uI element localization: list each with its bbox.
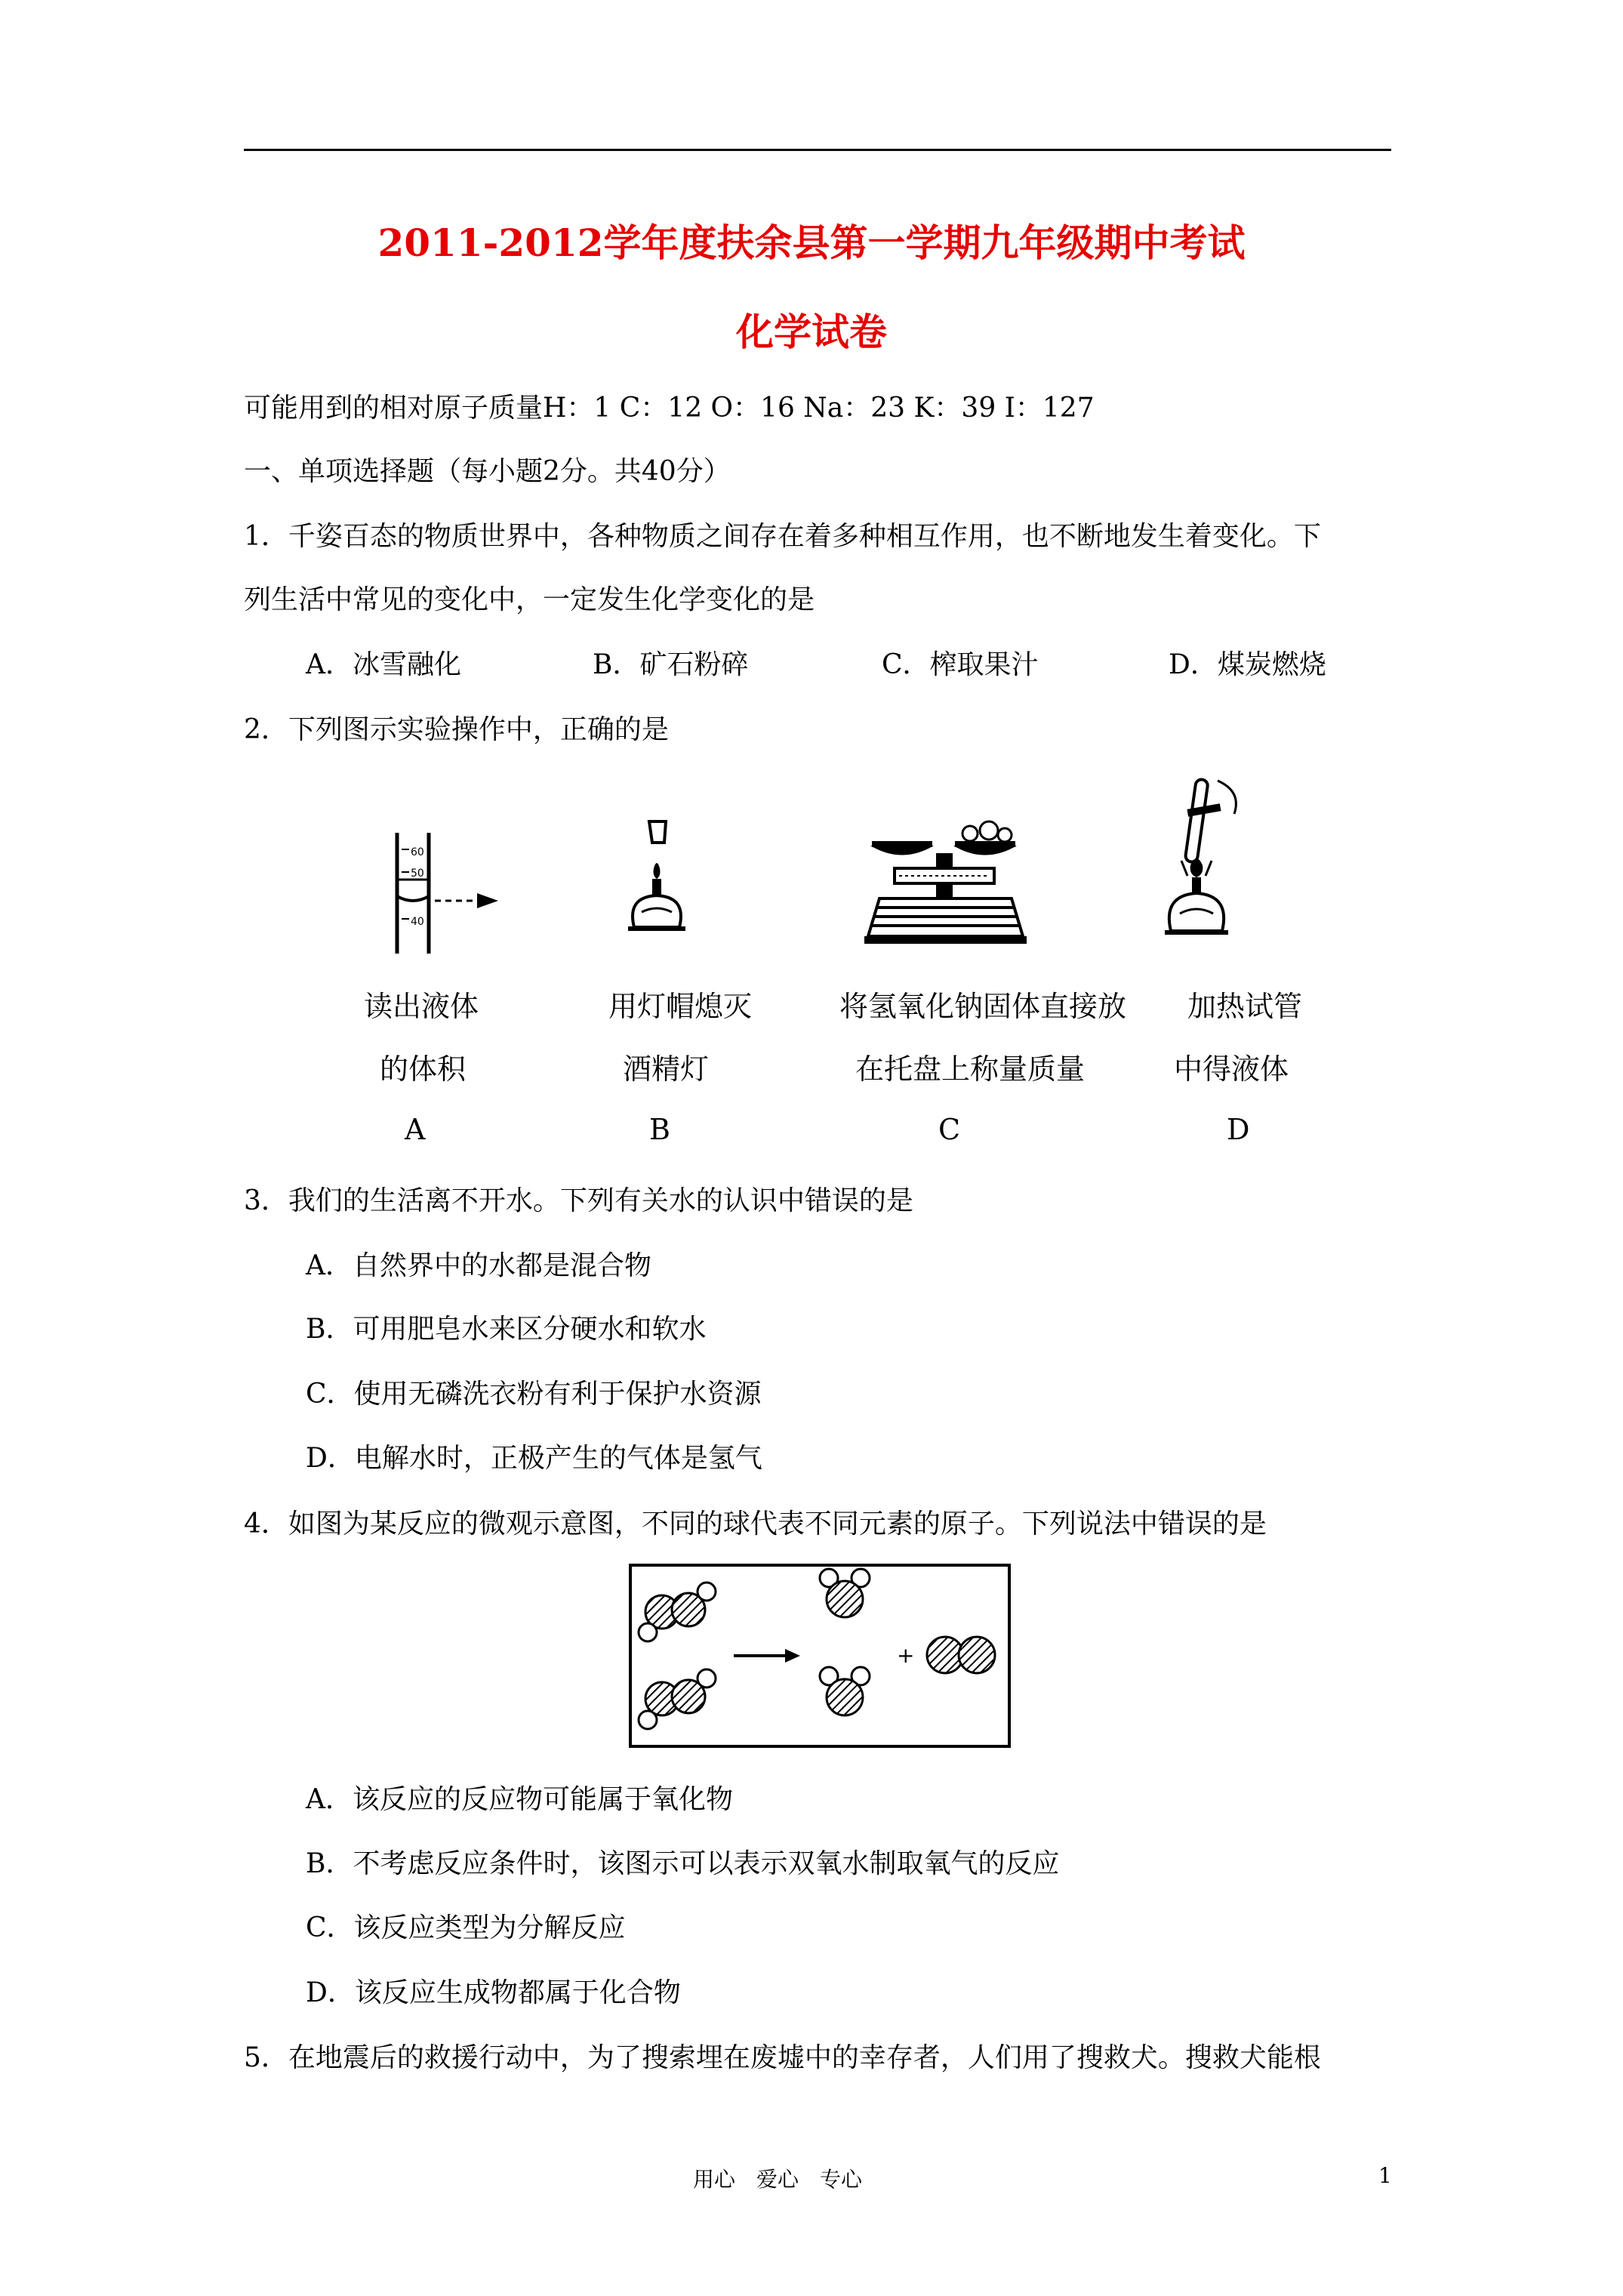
fig-b-letter: B: [649, 1113, 670, 1146]
fig-a-letter: A: [405, 1113, 426, 1146]
test-tube-heating-icon: [1151, 776, 1249, 950]
fig-a-caption-2: 的体积: [380, 1052, 467, 1086]
header-rule: [244, 149, 1391, 151]
exam-title: 2011-2012学年度扶余县第一学期九年级期中考试: [377, 220, 1246, 265]
exam-subtitle: 化学试卷: [736, 310, 887, 354]
q3-option-b: B．可用肥皂水来区分硬水和软水: [306, 1314, 707, 1345]
fig-b-caption-1: 用灯帽熄灭: [608, 990, 753, 1023]
balance-scale-icon: [864, 823, 1027, 948]
q1-line2: 列生活中常见的变化中，一定发生化学变化的是: [244, 584, 815, 615]
fig-c-caption-2: 在托盘上称量质量: [855, 1052, 1086, 1086]
q2-stem: 2．下列图示实验操作中，正确的是: [244, 714, 669, 745]
q1-option-c: C．榨取果汁: [882, 649, 1039, 680]
q4-option-d: D．该反应生成物都属于化合物: [306, 1977, 681, 2008]
fig-a-caption-1: 读出液体: [364, 990, 479, 1023]
q3-option-a: A．自然界中的水都是混合物: [306, 1250, 651, 1281]
q3-option-d: D．电解水时，正极产生的气体是氢气: [306, 1443, 762, 1474]
fig-d-caption-1: 加热试管: [1187, 990, 1303, 1023]
section-heading: 一、单项选择题（每小题2分。共40分）: [244, 456, 731, 487]
fig-c-caption-1: 将氢氧化钠固体直接放: [839, 990, 1127, 1023]
q5-line1: 5．在地震后的救援行动中，为了搜索埋在废墟中的幸存者，人们用了搜救犬。搜救犬能根: [244, 2042, 1321, 2073]
q4-option-a: A．该反应的反应物可能属于氧化物: [306, 1784, 733, 1815]
footer-motto: 用心 爱心 专心: [693, 2167, 863, 2192]
q4-option-b: B．不考虑反应条件时，该图示可以表示双氧水制取氧气的反应: [306, 1848, 1060, 1879]
fig-b-caption-2: 酒精灯: [623, 1052, 710, 1086]
scale-label-50: 50: [411, 868, 424, 880]
q1-option-a: A．冰雪融化: [306, 649, 461, 680]
q4-stem: 4．如图为某反应的微观示意图，不同的球代表不同元素的原子。下列说法中错误的是: [244, 1509, 1267, 1539]
q1-line1: 1．千姿百态的物质世界中，各种物质之间存在着多种相互作用，也不断地发生着变化。下: [244, 521, 1321, 552]
fig-c-letter: C: [938, 1113, 961, 1146]
alcohol-lamp-icon: [611, 814, 694, 950]
q1-option-b: B．矿石粉碎: [593, 649, 749, 680]
page-number: 1: [1378, 2163, 1392, 2188]
q1-option-d: D．煤炭燃烧: [1169, 649, 1326, 680]
scale-label-40: 40: [411, 916, 424, 928]
q3-option-c: C．使用无磷洗衣粉有利于保护水资源: [306, 1379, 762, 1410]
scale-label-60: 60: [411, 846, 424, 858]
q4-option-c: C．该反应类型为分解反应: [306, 1912, 626, 1943]
graduated-cylinder-icon: [393, 827, 513, 959]
fig-d-caption-2: 中得液体: [1174, 1052, 1289, 1086]
fig-d-letter: D: [1227, 1113, 1250, 1146]
reaction-diagram: [628, 1563, 1012, 1749]
plus-sign: +: [897, 1643, 915, 1668]
q3-stem: 3．我们的生活离不开水。下列有关水的认识中错误的是: [244, 1185, 913, 1216]
atomic-masses: 可能用到的相对原子质量H：1 C：12 O：16 Na：23 K：39 I：127: [244, 393, 1095, 424]
